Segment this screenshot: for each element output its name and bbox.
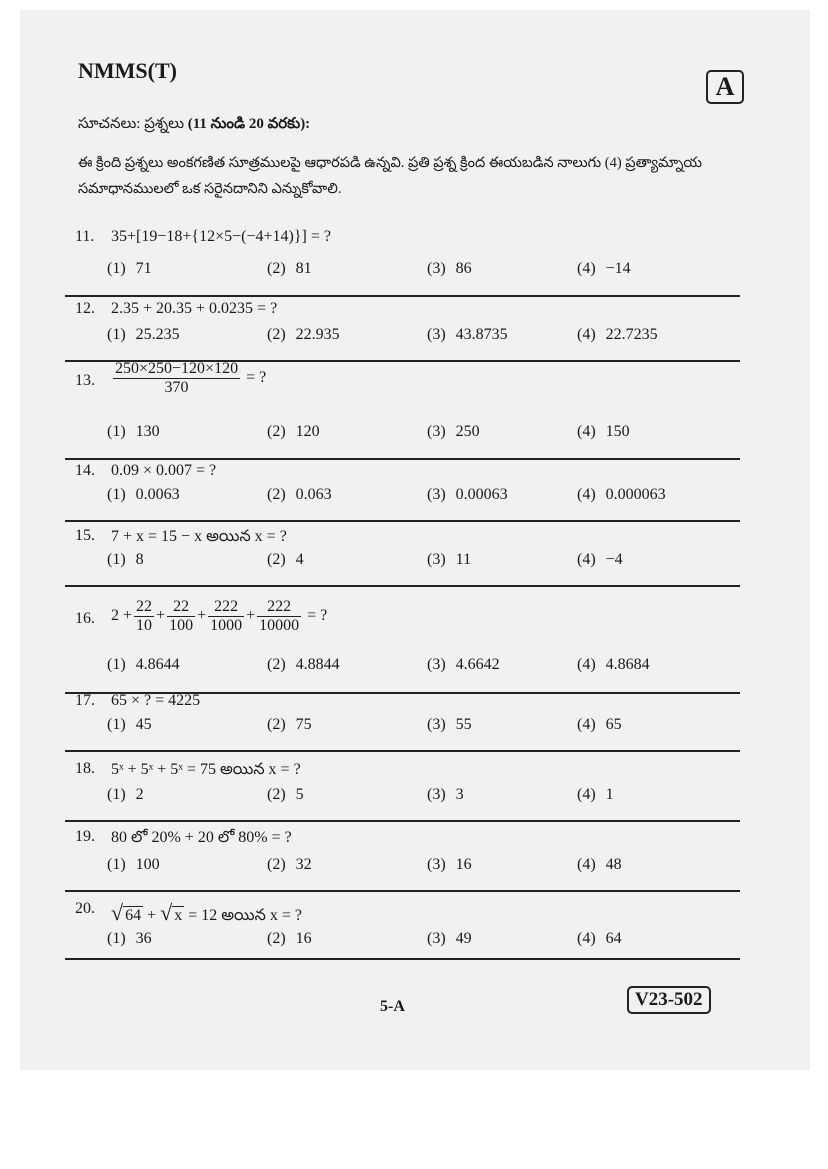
answer-option[interactable] <box>427 930 472 948</box>
answer-option[interactable] <box>427 423 480 441</box>
answer-option[interactable] <box>107 656 180 674</box>
option-value: 120 <box>295 423 320 440</box>
option-value: 75 <box>295 716 312 733</box>
option-value: 3 <box>455 786 464 803</box>
numerator: 222 <box>257 598 301 617</box>
option-label: (3) <box>427 656 446 673</box>
question-stem-container <box>111 527 287 549</box>
option-value: 16 <box>295 930 312 947</box>
option-label: (2) <box>267 716 286 733</box>
fraction <box>257 598 301 635</box>
option-value: 4.6642 <box>455 656 500 673</box>
option-value: 150 <box>605 423 630 440</box>
plus-sign: + <box>246 607 256 625</box>
question-stem: 35+[19−18+{12×5−(−4+14)}] = ? <box>111 228 331 245</box>
question-stem-container <box>111 598 327 635</box>
option-value: 16 <box>455 856 472 873</box>
numerator: 250×250−120×120 <box>115 360 239 377</box>
radicand: x <box>174 907 183 924</box>
option-value: 65 <box>605 716 622 733</box>
answer-option[interactable] <box>427 786 464 804</box>
option-value: 64 <box>605 930 622 947</box>
set-badge: A <box>706 70 744 104</box>
answer-option[interactable] <box>577 716 622 734</box>
option-label: (1) <box>107 326 126 343</box>
option-value: 32 <box>295 856 312 873</box>
option-label: (2) <box>267 326 286 343</box>
question-stem: 7 + x = 15 − x అయిన x = ? <box>111 528 287 545</box>
answer-option[interactable] <box>107 716 152 734</box>
question-number: 12. <box>75 300 95 317</box>
answer-option[interactable] <box>267 551 304 569</box>
denominator: 10 <box>136 617 153 634</box>
option-label: (1) <box>107 716 126 733</box>
option-value: 81 <box>295 260 312 277</box>
instructions-body: ఈ క్రింది ప్రశ్నలు అంకగణిత సూత్రములపై ఆధారపడి ఉన్నవి. ప్రతి ప్రశ్న క్రింద ఈయబడిన నాలుగు (4) ప్రత్యామ్నాయ సమాధానములలో ఒక సరైనదానిని ఎన్నుకోవాలి. <box>78 155 703 197</box>
option-value: 48 <box>605 856 622 873</box>
option-label: (2) <box>267 260 286 277</box>
denominator: 370 <box>164 379 189 396</box>
option-value: 100 <box>135 856 160 873</box>
option-label: (4) <box>577 551 596 568</box>
divider <box>65 820 740 822</box>
option-label: (3) <box>427 486 446 503</box>
option-value: 55 <box>455 716 472 733</box>
option-value: 5 <box>295 786 304 803</box>
answer-option[interactable] <box>427 856 472 874</box>
option-value: 45 <box>135 716 152 733</box>
question-number: 14. <box>75 462 95 479</box>
answer-option[interactable] <box>427 486 508 504</box>
numerator: 22 <box>136 598 153 615</box>
answer-option[interactable] <box>577 930 622 948</box>
divider <box>65 295 740 297</box>
option-value: 0.00063 <box>455 486 508 503</box>
question-stem: 2.35 + 20.35 + 0.0235 = ? <box>111 300 278 317</box>
option-label: (2) <box>267 486 286 503</box>
option-value: 130 <box>135 423 160 440</box>
option-label: (4) <box>577 786 596 803</box>
answer-option[interactable] <box>577 486 666 504</box>
instructions-range: (11 నుండి 20 వరకు): <box>187 116 311 132</box>
answer-option[interactable] <box>267 856 312 874</box>
divider <box>65 520 740 522</box>
question-stem-container <box>111 228 331 246</box>
option-label: (4) <box>577 656 596 673</box>
option-value: 22.935 <box>295 326 340 343</box>
option-value: −14 <box>605 260 631 277</box>
answer-option[interactable] <box>267 716 312 734</box>
option-value: 4.8844 <box>295 656 340 673</box>
answer-option[interactable] <box>577 656 650 674</box>
answer-option[interactable] <box>107 786 144 804</box>
fraction <box>167 598 195 635</box>
fraction <box>208 598 244 635</box>
option-label: (1) <box>107 486 126 503</box>
option-label: (2) <box>267 930 286 947</box>
option-label: (3) <box>427 423 446 440</box>
question-stem-container <box>111 360 266 397</box>
sqrt-symbol: √ <box>111 900 124 925</box>
plus-sign: + <box>156 607 166 625</box>
option-value: 0.0063 <box>135 486 180 503</box>
option-value: 49 <box>455 930 472 947</box>
option-label: (3) <box>427 716 446 733</box>
option-label: (2) <box>267 551 286 568</box>
answer-option[interactable] <box>427 656 500 674</box>
stem-tail: = 12 అయిన x = ? <box>188 907 302 924</box>
numerator: 22 <box>167 598 195 617</box>
option-label: (1) <box>107 786 126 803</box>
option-value: 1 <box>605 786 614 803</box>
divider <box>65 458 740 460</box>
numerator: 222 <box>208 598 244 617</box>
denominator: 100 <box>169 617 194 634</box>
question-number: 16. <box>75 610 95 627</box>
radicand: 64 <box>125 907 142 924</box>
question-number: 15. <box>75 527 95 544</box>
answer-option[interactable] <box>267 656 340 674</box>
denominator: 1000 <box>210 617 243 634</box>
answer-option[interactable] <box>267 786 304 804</box>
answer-option[interactable] <box>107 486 180 504</box>
plus-sign: + <box>197 607 207 625</box>
answer-option[interactable] <box>107 326 180 344</box>
answer-option[interactable] <box>577 326 658 344</box>
option-value: 4.8644 <box>135 656 180 673</box>
answer-option[interactable] <box>427 716 472 734</box>
option-value: 11 <box>455 551 472 568</box>
question-stem: 0.09 × 0.007 = ? <box>111 462 217 479</box>
option-label: (3) <box>427 260 446 277</box>
answer-option[interactable] <box>107 423 160 441</box>
question-number: 13. <box>75 372 95 389</box>
option-label: (1) <box>107 260 126 277</box>
answer-option[interactable] <box>427 260 472 278</box>
question-stem-container <box>111 300 277 318</box>
divider <box>65 585 740 587</box>
option-label: (4) <box>577 326 596 343</box>
fraction <box>113 360 240 397</box>
answer-option[interactable] <box>577 551 623 569</box>
answer-option[interactable] <box>577 423 630 441</box>
page-number: 5-A <box>380 998 405 1015</box>
option-value: 25.235 <box>135 326 180 343</box>
fraction <box>134 598 154 635</box>
option-value: 2 <box>135 786 144 803</box>
question-stem-container <box>111 462 216 480</box>
option-label: (3) <box>427 786 446 803</box>
question-stem: 65 × ? = 4225 <box>111 692 201 709</box>
option-label: (3) <box>427 551 446 568</box>
stem-lead: 2 + <box>111 607 133 625</box>
question-stem-container <box>111 900 302 928</box>
option-value: 71 <box>135 260 152 277</box>
divider <box>65 958 740 960</box>
denominator: 10000 <box>259 617 300 634</box>
divider <box>65 750 740 752</box>
option-label: (1) <box>107 930 126 947</box>
option-value: 8 <box>135 551 144 568</box>
option-value: 36 <box>135 930 152 947</box>
option-value: 22.7235 <box>605 326 658 343</box>
plus-sign: + <box>147 907 157 924</box>
option-value: 0.063 <box>295 486 332 503</box>
answer-option[interactable] <box>577 260 631 278</box>
question-number: 11. <box>75 228 95 245</box>
option-value: 86 <box>455 260 472 277</box>
option-label: (1) <box>107 423 126 440</box>
question-number: 20. <box>75 900 95 917</box>
answer-option[interactable] <box>267 326 340 344</box>
answer-option[interactable] <box>107 551 144 569</box>
option-label: (4) <box>577 260 596 277</box>
option-value: 0.000063 <box>605 486 666 503</box>
answer-option[interactable] <box>427 326 508 344</box>
question-number: 18. <box>75 760 95 777</box>
divider <box>65 890 740 892</box>
option-label: (4) <box>577 423 596 440</box>
option-value: 4.8684 <box>605 656 650 673</box>
instructions-title <box>78 116 310 136</box>
answer-option[interactable] <box>267 930 312 948</box>
question-stem-container <box>111 760 301 782</box>
answer-option[interactable] <box>267 423 320 441</box>
option-label: (3) <box>427 930 446 947</box>
option-label: (4) <box>577 930 596 947</box>
option-label: (4) <box>577 716 596 733</box>
option-value: −4 <box>605 551 623 568</box>
option-value: 4 <box>295 551 304 568</box>
answer-option[interactable] <box>107 856 160 874</box>
option-label: (1) <box>107 551 126 568</box>
answer-option[interactable] <box>267 486 332 504</box>
option-label: (2) <box>267 656 286 673</box>
answer-option[interactable] <box>577 856 622 874</box>
question-stem-container <box>111 828 292 850</box>
answer-option[interactable] <box>107 260 152 278</box>
instructions-prefix: సూచనలు: ప్రశ్నలు <box>78 116 185 132</box>
option-label: (3) <box>427 326 446 343</box>
answer-option[interactable] <box>577 786 614 804</box>
option-label: (3) <box>427 856 446 873</box>
question-stem: 5ˣ + 5ˣ + 5ˣ = 75 అయిన x = ? <box>111 761 301 778</box>
exam-title: NMMS(T) <box>78 58 177 83</box>
stem-tail: = ? <box>307 607 328 625</box>
question-number: 17. <box>75 692 95 709</box>
sqrt-symbol: √ <box>160 900 173 925</box>
question-stem: 80 లో 20% + 20 లో 80% = ? <box>111 829 292 846</box>
option-label: (2) <box>267 423 286 440</box>
answer-option[interactable] <box>427 551 471 569</box>
paper-code: V23-502 <box>627 986 711 1014</box>
option-label: (4) <box>577 486 596 503</box>
question-stem-container <box>111 692 200 710</box>
option-label: (2) <box>267 856 286 873</box>
option-label: (1) <box>107 656 126 673</box>
option-label: (2) <box>267 786 286 803</box>
option-value: 43.8735 <box>455 326 508 343</box>
option-value: 250 <box>455 423 480 440</box>
question-number: 19. <box>75 828 95 845</box>
answer-option[interactable] <box>267 260 312 278</box>
answer-option[interactable] <box>107 930 152 948</box>
option-label: (1) <box>107 856 126 873</box>
option-label: (4) <box>577 856 596 873</box>
stem-tail: = ? <box>246 369 267 387</box>
